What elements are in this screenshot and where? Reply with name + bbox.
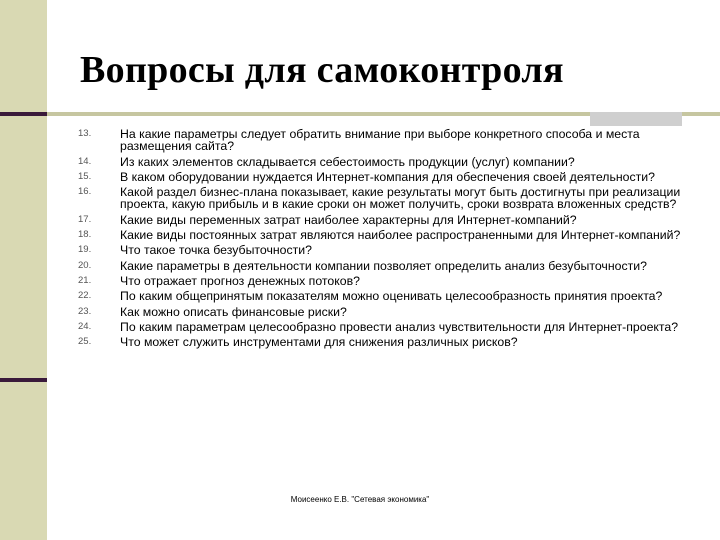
item-text: Какие параметры в деятельности компании позволяет определить анализ безубыточности? <box>120 258 647 273</box>
item-text: Какие виды переменных затрат наиболее характерны для Интернет-компаний? <box>120 212 577 227</box>
list-item <box>78 260 688 272</box>
item-text: По каким общепринятым показателям можно оценивать целесообразность принятия проекта? <box>120 289 663 304</box>
left-decor-band <box>0 0 47 540</box>
list-item <box>78 171 688 183</box>
item-number: 22. <box>78 290 92 302</box>
left-band-accent <box>0 378 47 382</box>
questions-list <box>78 128 688 351</box>
item-number: 14. <box>78 155 92 167</box>
item-number: 17. <box>78 213 92 225</box>
item-number: 13. <box>78 128 92 139</box>
list-item <box>78 244 688 256</box>
list-item <box>78 275 688 287</box>
item-text: Из каких элементов складывается себестоимость продукции (услуг) компании? <box>120 154 575 169</box>
item-text: По каким параметрам целесообразно провести анализ чувствительности для Интернет-проекта? <box>120 319 679 334</box>
title-divider-accent <box>0 112 47 116</box>
item-number: 24. <box>78 320 92 332</box>
item-number: 21. <box>78 274 92 286</box>
item-number: 19. <box>78 244 92 256</box>
slide-footer: Моисеенко Е.В. "Сетевая экономика" <box>290 495 430 504</box>
list-item <box>78 128 688 153</box>
slide-title: Вопросы для самоконтроля <box>80 49 564 91</box>
item-text: На какие параметры следует обратить внимание при выборе конкретного способа и места размещения сайта? <box>120 127 640 154</box>
item-number: 15. <box>78 170 92 182</box>
list-item <box>78 186 688 211</box>
item-text: Какой раздел бизнес-плана показывает, какие результаты могут быть достигнуты при реализации проекта, какую прибыль и в какие сроки он может получить, сроки возврата вложенных средств? <box>120 185 681 212</box>
list-item <box>78 321 688 333</box>
item-text: Что может служить инструментами для снижения различных рисков? <box>120 335 518 350</box>
item-number: 25. <box>78 336 92 348</box>
item-text: Как можно описать финансовые риски? <box>120 304 347 319</box>
item-number: 20. <box>78 259 92 271</box>
item-number: 23. <box>78 305 92 317</box>
list-item <box>78 214 688 226</box>
list-item <box>78 306 688 318</box>
list-item <box>78 290 688 302</box>
divider-right-block <box>590 112 682 126</box>
item-number: 18. <box>78 229 92 241</box>
item-text: Что отражает прогноз денежных потоков? <box>120 273 360 288</box>
list-item <box>78 156 688 168</box>
item-text: Что такое точка безубыточности? <box>120 243 312 258</box>
item-text: В каком оборудовании нуждается Интернет-компания для обеспечения своей деятельности? <box>120 169 655 184</box>
list-item <box>78 336 688 348</box>
list-item <box>78 229 688 241</box>
item-number: 16. <box>78 186 92 198</box>
item-text: Какие виды постоянных затрат являются наиболее распространенными для Интернет-компаний? <box>120 228 681 243</box>
